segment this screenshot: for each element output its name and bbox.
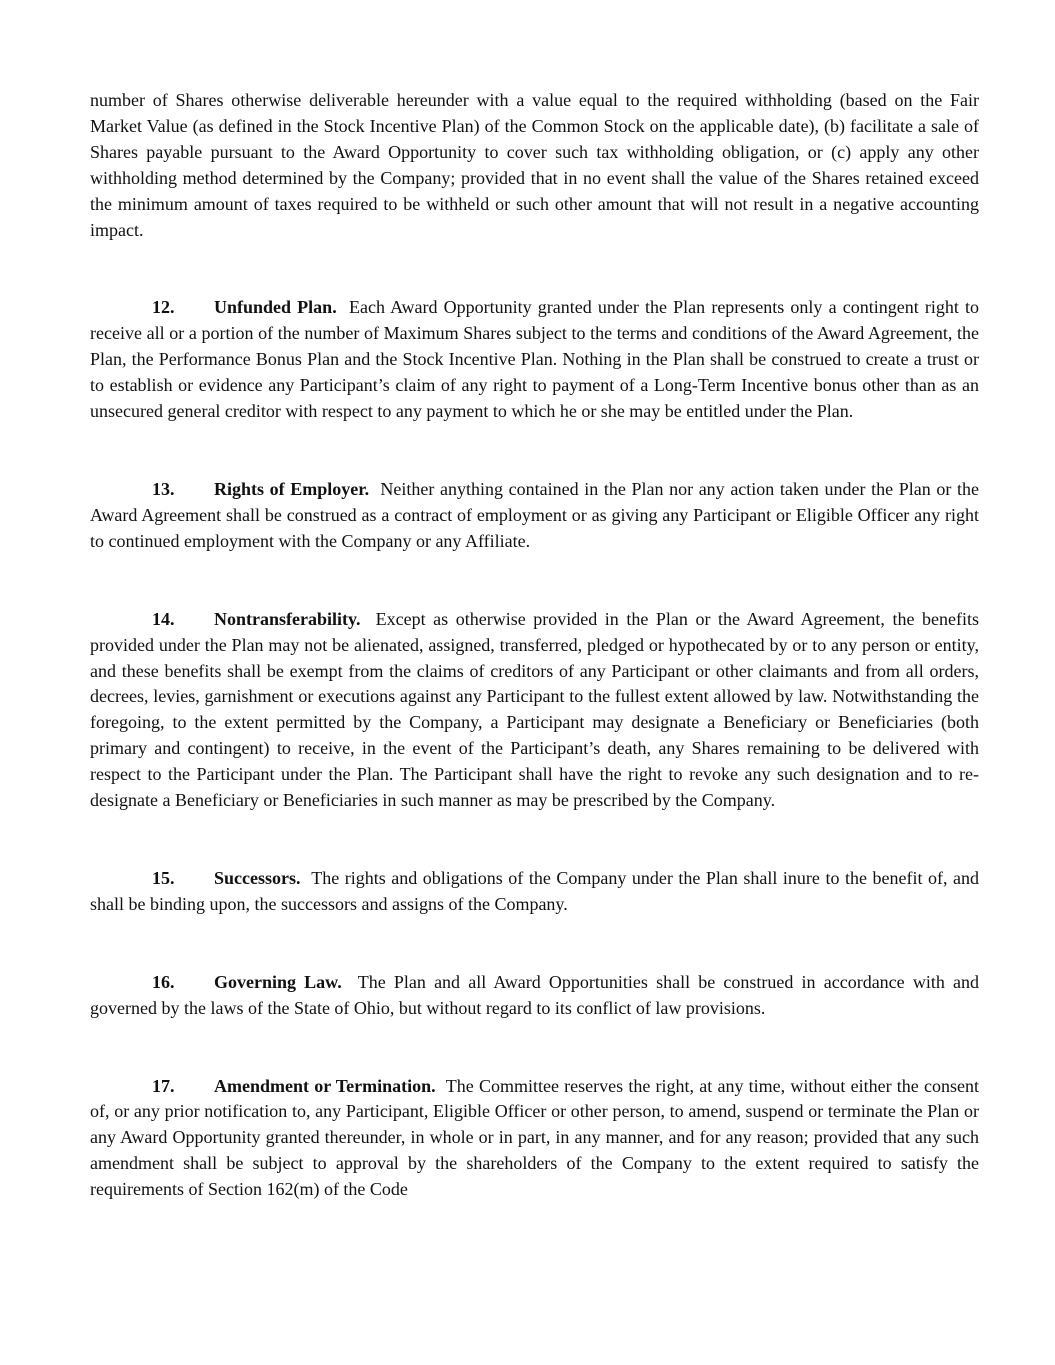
section-12 (90, 295, 979, 425)
section-number: 14. (152, 608, 175, 629)
section-body: The Committee reserves the right, at any time, without either the consent of, or any prior notification to, any Participant, Eligible Officer or other person, to amend, suspend or terminate the Plan or any Award Opportunity granted thereunder, in whole or in part, in any manner, and for any reason; provided that any such amendment shall be subject to approval by the shareholders of the Company to the extent required to satisfy the requirements of Section 162(m) of the Code (90, 1075, 979, 1200)
section-number: 13. (152, 478, 175, 499)
section-heading: Nontransferability. (214, 608, 361, 629)
section-number: 15. (152, 867, 175, 888)
section-number: 17. (152, 1075, 175, 1096)
section-16 (90, 970, 979, 1022)
section-body: Neither anything contained in the Plan nor any action taken under the Plan or the Award Agreement shall be construed as a contract of employment or as giving any Participant or Eligible Officer any right to continued employment with the Company or any Affiliate. (90, 478, 980, 551)
section-13 (90, 477, 979, 555)
section-body: The rights and obligations of the Company under the Plan shall inure to the benefit of, and shall be binding upon, the successors and assigns of the Company. (90, 867, 979, 914)
section-15 (90, 866, 979, 918)
document-page (90, 88, 979, 1203)
section-body: Except as otherwise provided in the Plan or the Award Agreement, the benefits provided under the Plan may not be alienated, assigned, transferred, pledged or hypothecated by or to any person or entity, and these benefits shall be exempt from the claims of creditors of any Participant or other claimants and from all orders, decrees, levies, garnishment or executions against any Participant to the fullest extent allowed by law. Notwithstanding the foregoing, to the extent permitted by the Company, a Participant may designate a Beneficiary or Beneficiaries (both primary and contingent) to receive, in the event of the Participant’s death, any Shares remaining to be delivered with respect to the Participant under the Plan. The Participant shall have the right to revoke any such designation and to re-designate a Beneficiary or Beneficiaries in such manner as may be prescribed by the Company. (90, 608, 980, 811)
section-number: 12. (152, 297, 175, 318)
section-number: 16. (152, 971, 175, 992)
section-heading: Successors. (214, 867, 301, 888)
section-14 (90, 607, 979, 814)
section-heading: Unfunded Plan. (214, 297, 337, 318)
intro-paragraph: number of Shares otherwise deliverable hereunder with a value equal to the required withholding (based on the Fair Market Value (as defined in the Stock Incentive Plan) of the Common Stock on the applicable date), (b) facilitate a sale of Shares payable pursuant to the Award Opportunity to cover such tax withholding obligation, or (c) apply any other withholding method determined by the Company; provided that in no event shall the value of the Shares retained exceed the minimum amount of taxes required to be withheld or such other amount that will not result in a negative accounting impact. (90, 90, 979, 240)
section-17 (90, 1074, 979, 1204)
section-body: The Plan and all Award Opportunities shall be construed in accordance with and governed by the laws of the State of Ohio, but without regard to its conflict of law provisions. (90, 971, 979, 1018)
section-heading: Amendment or Termination. (214, 1075, 436, 1096)
section-body: Each Award Opportunity granted under the Plan represents only a contingent right to receive all or a portion of the number of Maximum Shares subject to the terms and conditions of the Award Agreement, the Plan, the Performance Bonus Plan and the Stock Incentive Plan. Nothing in the Plan shall be construed to create a trust or to establish or evidence any Participant’s claim of any right to payment of a Long-Term Incentive bonus other than as an unsecured general creditor with respect to any payment to which he or she may be entitled under the Plan. (90, 297, 980, 422)
section-heading: Rights of Employer. (214, 478, 370, 499)
section-heading: Governing Law. (214, 971, 342, 992)
